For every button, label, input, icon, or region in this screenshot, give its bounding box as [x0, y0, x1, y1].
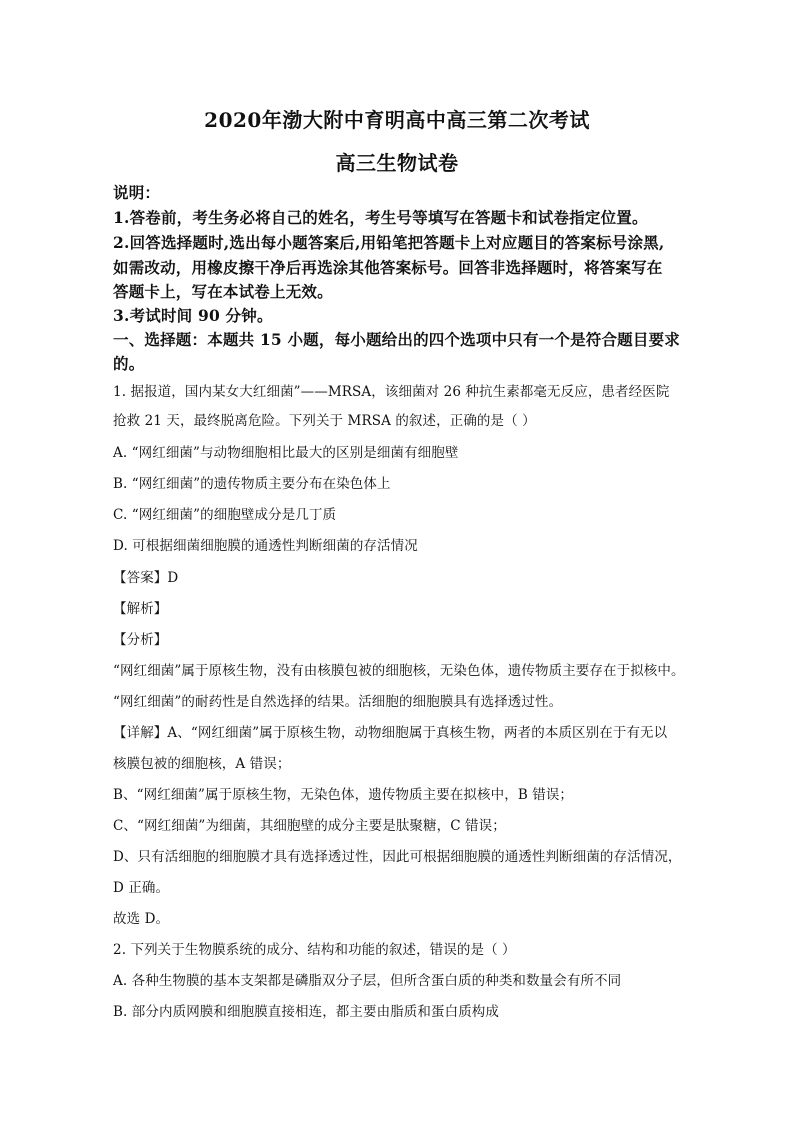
- q1-option-c: C. “网红细菌”的细胞壁成分是几丁质: [113, 507, 337, 523]
- q1-detail-line-6: D 正确。: [113, 880, 170, 896]
- instruction-2-line-3: 答题卡上，写在本试卷上无效。: [113, 282, 333, 301]
- q1-answer: 【答案】D: [113, 570, 179, 586]
- q1-stem-line-1: 1. 据报道，国内某女大红细菌”——MRSA，该细菌对 26 种抗生素都毫无反应，患者经医院: [113, 384, 670, 400]
- q1-jiexi-label: 【解析】: [113, 601, 168, 617]
- instructions-heading: 说明：: [113, 183, 161, 202]
- q1-option-a: A. “网红细菌”与动物细胞相比最大的区别是细菌有细胞壁: [113, 445, 459, 461]
- section-heading-line-1: 一、选择题：本题共 15 小题，每小题给出的四个选项中只有一个是符合题目要求: [113, 330, 680, 349]
- q1-option-d: D. 可根据细菌细胞膜的通透性判断细菌的存活情况: [113, 538, 418, 554]
- paper-subtitle: 高三生物试卷: [335, 151, 459, 175]
- instruction-1: 1.答卷前，考生务必将自己的姓名，考生号等填写在答题卡和试卷指定位置。: [113, 208, 648, 227]
- q2-stem: 2. 下列关于生物膜系统的成分、结构和功能的叙述，错误的是（ ）: [113, 942, 516, 958]
- q2-option-b: B. 部分内质网膜和细胞膜直接相连，都主要由脂质和蛋白质构成: [113, 1004, 500, 1020]
- q1-detail-line-4: C、“网红细菌”为细菌，其细胞壁的成分主要是肽聚糖，C 错误；: [113, 818, 506, 834]
- q2-option-a: A. 各种生物膜的基本支架都是磷脂双分子层，但所含蛋白质的种类和数量会有所不同: [113, 973, 622, 989]
- instruction-3: 3.考试时间 90 分钟。: [113, 306, 273, 325]
- q1-detail-line-1: 【详解】A、“网红细菌”属于原核生物，动物细胞属于真核生物，两者的本质区别在于有无以: [113, 725, 668, 741]
- instruction-2-line-1: 2.回答选择题时,选出每小题答案后,用铅笔把答题卡上对应题目的答案标号涂黑,: [113, 233, 665, 252]
- q1-detail-line-3: B、“网红细菌”属于原核生物，无染色体，遗传物质主要在拟核中，B 错误；: [113, 787, 574, 803]
- q1-analysis-line-2: “网红细菌”的耐药性是自然选择的结果。活细胞的细胞膜具有选择透过性。: [113, 694, 563, 710]
- section-heading-line-2: 的。: [113, 354, 145, 373]
- q1-conclusion: 故选 D。: [113, 911, 170, 927]
- q1-option-b: B. “网红细菌”的遗传物质主要分布在染色体上: [113, 476, 391, 492]
- q1-analysis-line-1: “网红细菌”属于原核生物，没有由核膜包被的细胞核，无染色体，遗传物质主要存在于拟核中。: [113, 663, 685, 679]
- q1-detail-line-5: D、只有活细胞的细胞膜才具有选择透过性，因此可根据细胞膜的通透性判断细菌的存活情况，: [113, 849, 682, 865]
- instruction-2-line-2: 如需改动，用橡皮擦干净后再选涂其他答案标号。回答非选择题时，将答案写在: [113, 258, 663, 277]
- exam-title: 2020年渤大附中育明高中高三第二次考试: [204, 108, 590, 132]
- q1-stem-line-2: 抢救 21 天，最终脱离危险。下列关于 MRSA 的叙述，正确的是（ ）: [113, 413, 536, 429]
- q1-detail-line-2: 核膜包被的细胞核，A 错误；: [113, 756, 291, 772]
- q1-fenxi-label: 【分析】: [113, 632, 168, 648]
